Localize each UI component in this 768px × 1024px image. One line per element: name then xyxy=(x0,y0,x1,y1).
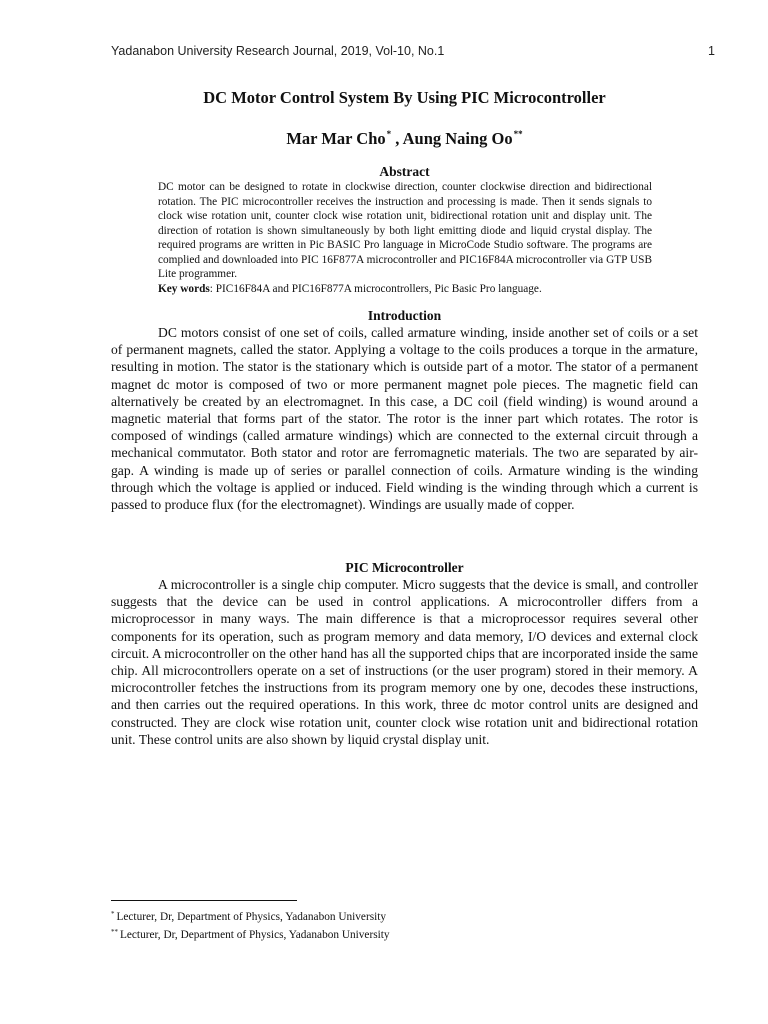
author-2: Aung Naing Oo xyxy=(402,129,513,148)
footnote-1 xyxy=(111,907,698,925)
author-line xyxy=(111,129,698,149)
pic-microcontroller-paragraph: A microcontroller is a single chip computer. Micro suggests that the device is small, and controller suggests that the device can be used in control applications. A microcontroller differs from a microprocessor in many ways. The main difference is that a microprocessor requires several other components for its operation, such as program memory and data memory, I/O devices and external clock circuit. A microcontroller on the other hand has all the supported chips that are incorporated inside the same chip. All microcontrollers operate on a set of instructions (or the user program) stored in their memory. A microcontroller fetches the instructions from its program memory one by one, decodes these instructions, and then carries out the required operations. In this work, three dc motor control units are designed and constructed. They are clock wise rotation unit, counter clock wise rotation unit and bidirectional rotation unit. These control units are also shown by liquid crystal display unit. xyxy=(111,577,698,747)
author-1-mark: * xyxy=(386,129,392,139)
author-2-mark: ** xyxy=(513,129,523,139)
footnote-2-text: Lecturer, Dr, Department of Physics, Yadanabon University xyxy=(120,929,390,941)
footnote-1-text: Lecturer, Dr, Department of Physics, Yadanabon University xyxy=(116,911,387,923)
keywords-line xyxy=(158,282,652,297)
keywords-text: : PIC16F84A and PIC16F877A microcontrollers, Pic Basic Pro language. xyxy=(209,282,542,295)
introduction-section xyxy=(111,324,698,513)
footnotes xyxy=(111,907,698,943)
abstract-text: DC motor can be designed to rotate in clockwise direction, counter clockwise direction and bidirectional rotation. The PIC microcontroller receives the instruction and processing is made. Then it sends signals to clock wise rotation unit, counter clock wise rotation unit, bidirectional rotation unit and display unit. The direction of rotation is shown simultaneously by both light emitting diode and liquid crystal display. The required programs are written in Pic BASIC Pro language in MicroCode Studio software. The programs are complied and downloaded into PIC 16F877A microcontroller and PIC16F84A microcontroller via GTP USB Lite programmer. xyxy=(158,181,652,280)
paper-title: DC Motor Control System By Using PIC Microcontroller xyxy=(203,88,606,107)
keywords-label: Key words xyxy=(158,282,210,295)
footnote-1-mark: * xyxy=(111,910,115,918)
pic-microcontroller-heading: PIC Microcontroller xyxy=(345,560,464,575)
journal-name: Yadanabon University Research Journal, 2019, Vol-10, No.1 xyxy=(111,44,445,58)
abstract-heading: Abstract xyxy=(379,164,430,179)
footnote-2-mark: ** xyxy=(111,928,118,936)
pic-microcontroller-section xyxy=(111,576,698,748)
introduction-heading: Introduction xyxy=(367,308,442,323)
abstract-body xyxy=(158,180,652,296)
running-header xyxy=(111,44,715,58)
footnote-divider xyxy=(111,900,297,901)
page-number: 1 xyxy=(708,44,715,58)
author-separator: , xyxy=(391,129,403,148)
footnote-2 xyxy=(111,925,698,943)
author-1: Mar Mar Cho xyxy=(286,129,386,148)
introduction-paragraph: DC motors consist of one set of coils, called armature winding, inside another set of coils or a set of permanent magnets, called the stator. Applying a voltage to the coils produces a torque in the armature, resulting in motion. The stator is the stationary which is outside part of a motor. The stator of a permanent magnet dc motor is composed of two or more permanent magnet pole pieces. The magnetic field can alternatively be created by an electromagnet. In this case, a DC coil (field winding) is wound around a magnetic material that forms part of the stator. The rotor is the inner part which rotates. The rotor is composed of windings (called armature windings) which are connected to the external circuit through a mechanical commutator. Both stator and rotor are ferromagnetic materials. The two are separated by air-gap. A winding is made up of series or parallel connection of coils. Armature winding is the winding through which the voltage is applied or induced. Field winding is the winding through which a current is passed to produce flux (for the electromagnet). Windings are usually made of copper. xyxy=(111,325,698,513)
